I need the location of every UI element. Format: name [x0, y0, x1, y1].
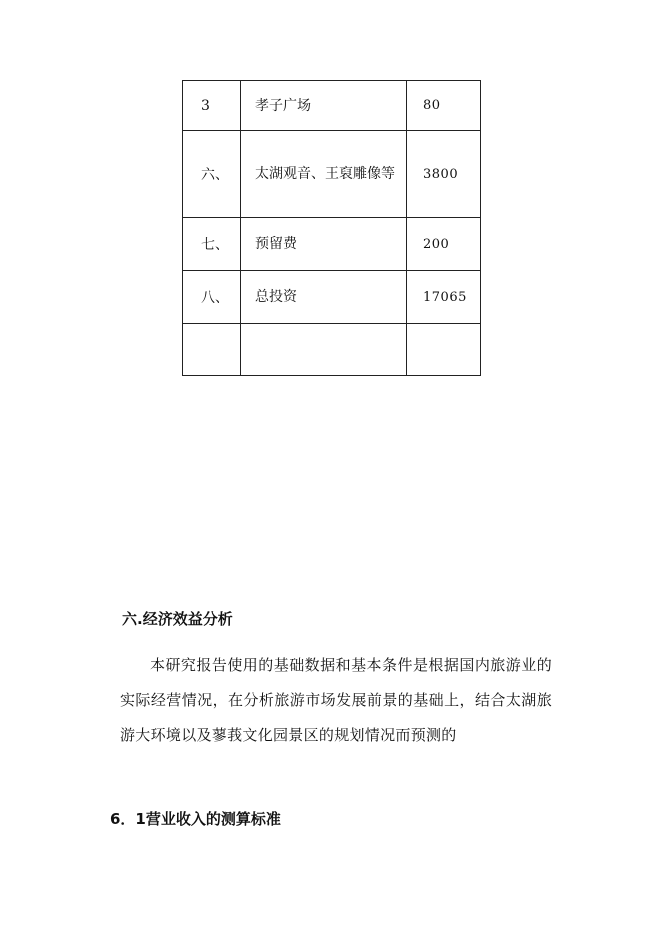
- row-number: 七、: [183, 218, 241, 271]
- row-item: 太湖观音、王裒雕像等: [241, 131, 407, 218]
- row-amount: 80: [407, 81, 481, 131]
- row-item: 预留费: [241, 218, 407, 271]
- row-amount: [407, 324, 481, 376]
- table-row: [183, 81, 481, 131]
- row-item: 孝子广场: [241, 81, 407, 131]
- row-amount: 200: [407, 218, 481, 271]
- section-heading: 六.经济效益分析: [122, 610, 233, 628]
- row-number: [183, 324, 241, 376]
- row-number: 3: [183, 81, 241, 131]
- row-number: 六、: [183, 131, 241, 218]
- row-amount: 17065: [407, 271, 481, 324]
- table-row: [183, 218, 481, 271]
- subsection-heading: 6．1营业收入的测算标准: [110, 810, 281, 828]
- body-paragraph: 本研究报告使用的基础数据和基本条件是根据国内旅游业的实际经营情况，在分析旅游市场发展前景的基础上，结合太湖旅游大环境以及蓼莪文化园景区的规划情况而预测的: [120, 656, 552, 744]
- row-amount: 3800: [407, 131, 481, 218]
- row-item: [241, 324, 407, 376]
- table-row: [183, 324, 481, 376]
- investment-table: [182, 80, 481, 376]
- row-number: 八、: [183, 271, 241, 324]
- row-item: 总投资: [241, 271, 407, 324]
- table-row: [183, 271, 481, 324]
- table-row: [183, 131, 481, 218]
